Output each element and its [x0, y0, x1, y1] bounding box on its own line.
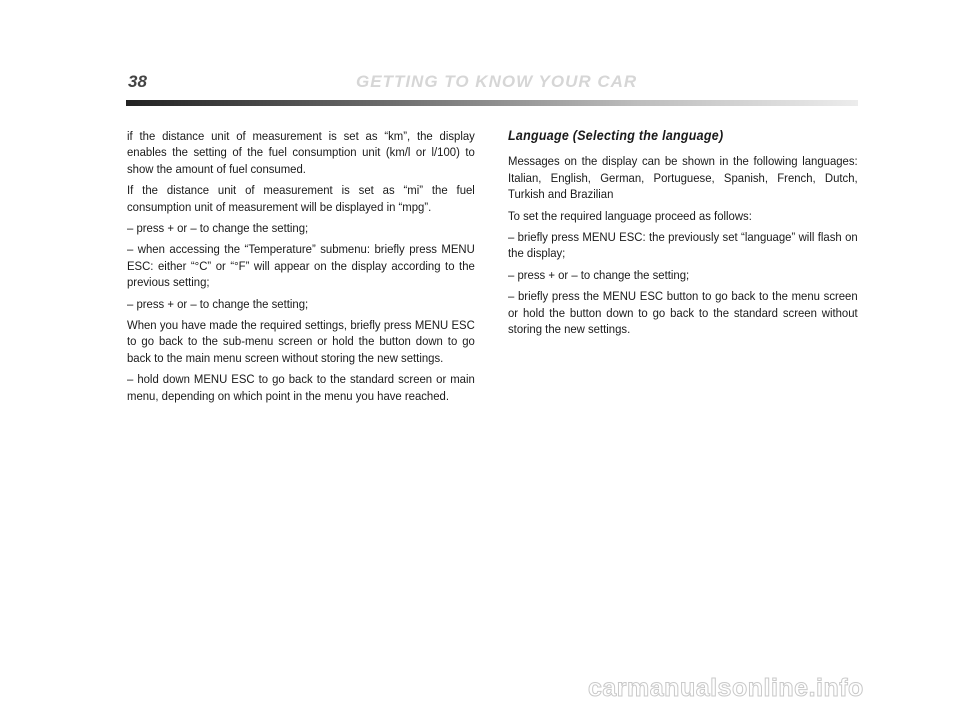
- paragraph: – briefly press the MENU ESC button to go back to the menu screen or hold the button down to go back to the standard screen without storing the new settings.: [508, 289, 858, 337]
- paragraph: To set the required language proceed as follows:: [508, 208, 752, 223]
- paragraph: if the distance unit of measurement is set as “km”, the display enables the setting of the fuel consumption unit (km/l or l/100) to show the amount of fuel consumed.: [127, 129, 475, 176]
- watermark: carmanualsonline.info: [588, 674, 864, 702]
- paragraph: – press + or – to change the setting;: [508, 267, 690, 282]
- paragraph: – hold down MENU ESC to go back to the standard screen or main menu, depending on which point in the menu you have reached.: [127, 372, 475, 403]
- right-column: [508, 128, 858, 342]
- paragraph: If the distance unit of measurement is set as “mi” the fuel consumption unit of measurement will be displayed in “mpg”.: [127, 183, 475, 214]
- paragraph: – when accessing the “Temperature” submenu: briefly press MENU ESC: either “°C” or “°F” will appear on the display according to the previous setting;: [127, 242, 475, 290]
- paragraph: Messages on the display can be shown in the following languages: Italian, English, German, Portuguese, Spanish, French, Dutch, Turkish and Brazilian: [508, 154, 858, 202]
- paragraph: – briefly press MENU ESC: the previously set “language” will flash on the display;: [508, 230, 858, 261]
- running-head: GETTING TO KNOW YOUR CAR: [356, 72, 638, 91]
- paragraph: When you have made the required settings, briefly press MENU ESC to go back to the sub-menu screen or hold the button down to go back to the main menu screen without storing the new settings.: [127, 318, 475, 365]
- page-number: 38: [128, 72, 147, 91]
- header-rule: [126, 100, 858, 106]
- paragraph: – press + or – to change the setting;: [127, 296, 309, 311]
- section-heading: Language (Selecting the language): [508, 128, 724, 143]
- left-column: [127, 128, 475, 409]
- paragraph: – press + or – to change the setting;: [127, 221, 309, 236]
